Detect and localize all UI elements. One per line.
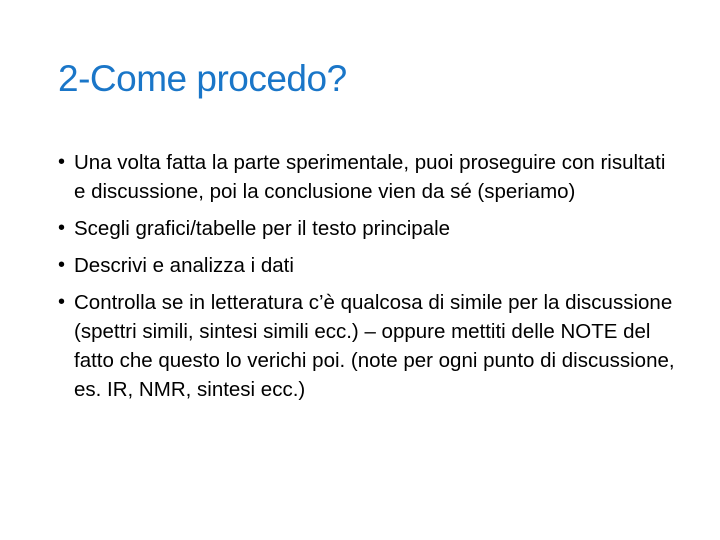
slide-title: 2-Come procedo? (58, 58, 347, 99)
bullet-dot-icon: • (58, 151, 66, 173)
bullet-text: Una volta fatta la parte sperimentale, puoi proseguire con risultati e discussione, poi la conclusione vien da sé (speriamo) (74, 151, 666, 203)
bullet-item (58, 251, 678, 280)
bullet-text: Descrivi e analizza i dati (74, 254, 294, 277)
bullet-list (58, 148, 678, 412)
bullet-item (58, 148, 678, 206)
bullet-dot-icon: • (58, 254, 66, 276)
bullet-dot-icon: • (58, 291, 66, 313)
bullet-text: Scegli grafici/tabelle per il testo principale (74, 217, 451, 240)
bullet-item (58, 214, 678, 243)
bullet-text: Controlla se in letteratura c’è qualcosa di simile per la discussione (spettri simili, sintesi simili ecc.) – oppure mettiti delle NOTE del fatto che questo lo verichi poi. (note per ogni punto di discussione, es. IR, NMR, sintesi ecc.) (74, 291, 675, 401)
bullet-dot-icon: • (58, 217, 66, 239)
bullet-item (58, 288, 678, 404)
